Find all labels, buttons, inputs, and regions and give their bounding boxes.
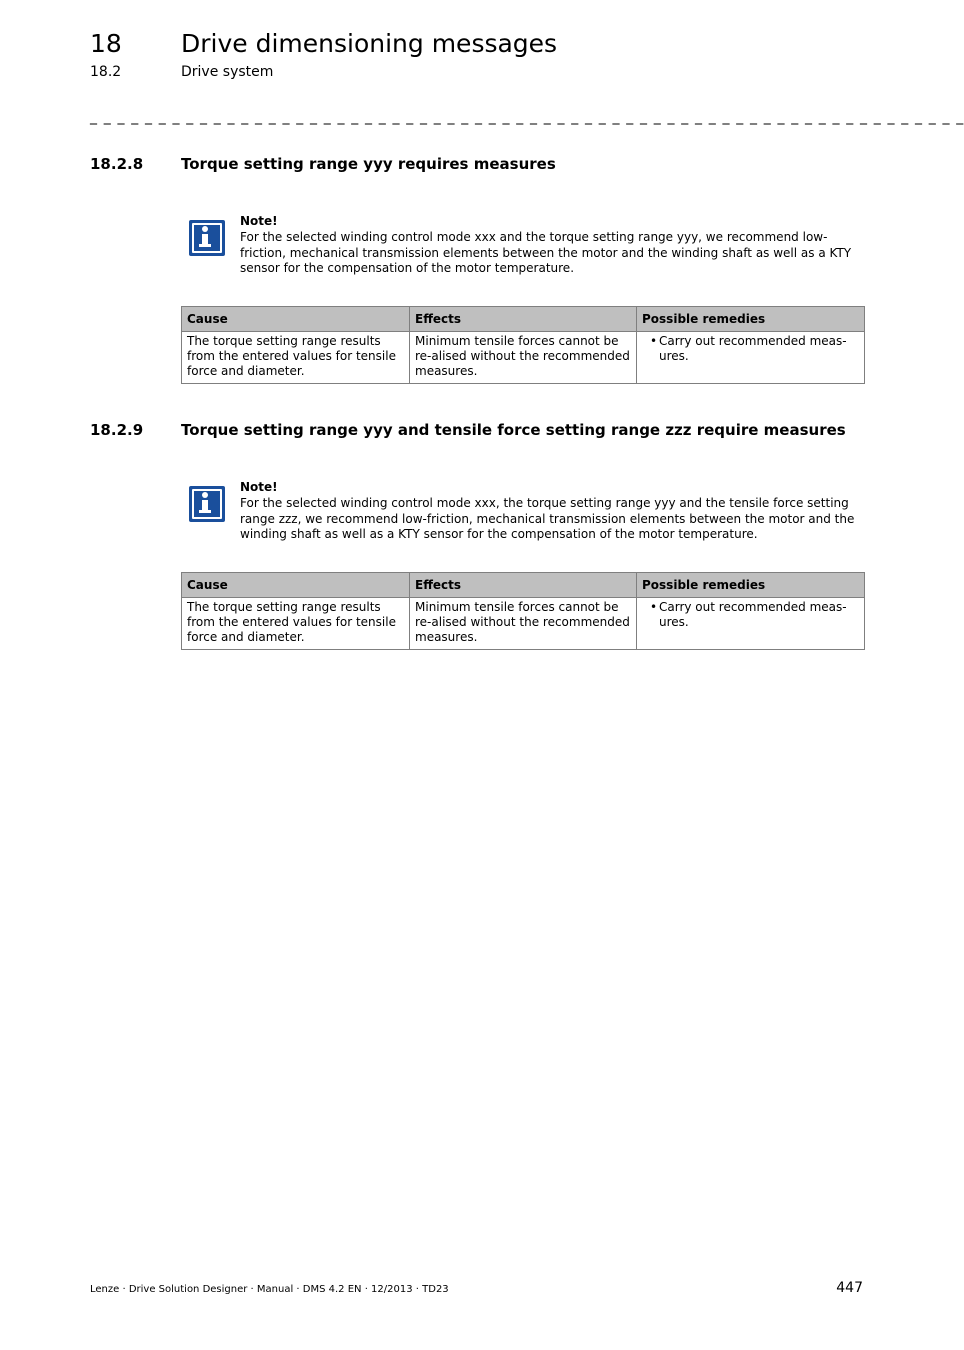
- note-label: Note!: [240, 214, 278, 228]
- section-number: 18.2: [90, 64, 122, 80]
- messages-table: [181, 572, 865, 650]
- cell-cause: The torque setting range results from the entered values for tensile force and diameter.: [182, 332, 410, 384]
- cell-remedies: [637, 598, 865, 650]
- page-number: 447: [836, 1280, 863, 1296]
- cell-effects: Minimum tensile forces cannot be re-alised without the recommended measures.: [410, 332, 637, 384]
- info-icon: [189, 486, 225, 522]
- note-label: Note!: [240, 480, 278, 494]
- header-cause: Cause: [182, 307, 410, 332]
- note-text: For the selected winding control mode xxx and the torque setting range yyy, we recommend low-friction, mechanical transmission elements between the motor and the winding shaft as well as a KTY sensor for the compensation of the motor temperature.: [240, 230, 852, 275]
- remedy-text: Carry out recommended meas-ures.: [659, 334, 847, 363]
- header-effects: Effects: [410, 573, 637, 598]
- info-icon: [189, 220, 225, 256]
- cell-cause: The torque setting range results from the entered values for tensile force and diameter.: [182, 598, 410, 650]
- messages-table: [181, 306, 865, 384]
- subsection-title: Torque setting range yyy and tensile force setting range zzz require measures: [181, 421, 846, 439]
- chapter-number: 18: [90, 29, 122, 58]
- table-row: [182, 598, 865, 650]
- header-effects: Effects: [410, 307, 637, 332]
- footer-text: Lenze · Drive Solution Designer · Manual · DMS 4.2 EN · 12/2013 · TD23: [90, 1284, 449, 1295]
- cell-effects: Minimum tensile forces cannot be re-alised without the recommended measures.: [410, 598, 637, 650]
- header-cause: Cause: [182, 573, 410, 598]
- bullet-marker: •: [650, 600, 658, 614]
- table-row: [182, 332, 865, 384]
- header-remedies: Possible remedies: [637, 307, 865, 332]
- table-header-row: [182, 573, 865, 598]
- note-text: For the selected winding control mode xxx, the torque setting range yyy and the tensile force setting range zzz, we recommend low-friction, mechanical transmission elements between the motor and the winding shaft as well as a KTY sensor for the compensation of the motor temperature.: [240, 496, 855, 541]
- subsection-number: 18.2.8: [90, 155, 144, 173]
- header-divider: _ _ _ _ _ _ _ _ _ _ _ _ _ _ _ _ _ _ _ _ _ _ _ _ _ _ _ _ _ _ _ _ _ _ _ _ _ _ _ _ _ _ _ _ _ _ _ _ _ _ _ _ _ _ _ _ _ _ _ _ _ _ _ _: [90, 109, 964, 125]
- remedy-text: Carry out recommended meas-ures.: [659, 600, 847, 629]
- subsection-title: Torque setting range yyy requires measures: [181, 155, 556, 173]
- section-title: Drive system: [181, 64, 274, 80]
- chapter-title: Drive dimensioning messages: [181, 29, 558, 58]
- header-remedies: Possible remedies: [637, 573, 865, 598]
- table-header-row: [182, 307, 865, 332]
- bullet-marker: •: [650, 334, 658, 348]
- cell-remedies: [637, 332, 865, 384]
- subsection-number: 18.2.9: [90, 421, 144, 439]
